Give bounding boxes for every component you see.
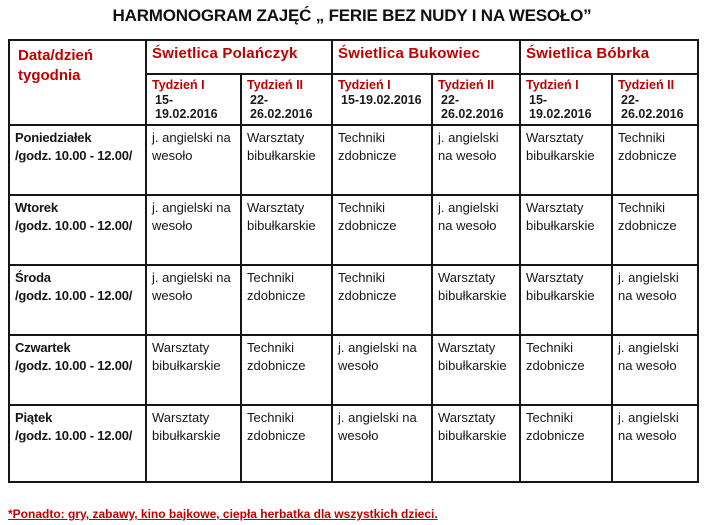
activity-cell: Techniki zdobnicze xyxy=(332,195,432,265)
activity-cell: j. angielski na wesoło xyxy=(146,265,241,335)
activity-cell: Warsztaty bibułkarskie xyxy=(432,335,520,405)
activity-cell: Techniki zdobnicze xyxy=(612,125,698,195)
activity-cell: Warsztaty bibułkarskie xyxy=(146,335,241,405)
table-row xyxy=(9,125,698,195)
day-time: /godz. 10.00 - 12.00/ xyxy=(15,288,133,304)
schedule-body xyxy=(9,125,698,482)
day-time: /godz. 10.00 - 12.00/ xyxy=(15,218,133,234)
corner-header-cell: Data/dzień tygodnia xyxy=(9,40,146,125)
activity-cell: j. angielski na wesoło xyxy=(432,195,520,265)
week-label: Tydzień I xyxy=(152,78,205,92)
activity-cell: Warsztaty bibułkarskie xyxy=(432,405,520,482)
footer-note: *Ponadto: gry, zabawy, kino bajkowe, ciepła herbatka dla wszystkich dzieci. xyxy=(8,507,438,521)
week-header-cell xyxy=(432,74,520,125)
table-row xyxy=(9,335,698,405)
day-name: Wtorek xyxy=(15,200,58,215)
activity-cell: Techniki zdobnicze xyxy=(241,405,332,482)
activity-cell: Techniki zdobnicze xyxy=(332,125,432,195)
activity-cell: j. angielski na wesoło xyxy=(146,125,241,195)
schedule-table xyxy=(8,39,699,483)
week-header-cell xyxy=(146,74,241,125)
activity-cell: j. angielski na wesoło xyxy=(612,405,698,482)
week-dates: 15-19.02.2016 xyxy=(341,93,422,107)
activity-cell: j. angielski na wesoło xyxy=(332,405,432,482)
activity-cell: Warsztaty bibułkarskie xyxy=(432,265,520,335)
activity-cell: j. angielski na wesoło xyxy=(612,265,698,335)
day-name: Piątek xyxy=(15,410,53,425)
day-time: /godz. 10.00 - 12.00/ xyxy=(15,428,133,444)
group-header-polanczyk: Świetlica Polańczyk xyxy=(146,40,332,74)
week-label: Tydzień II xyxy=(618,78,675,92)
activity-cell: j. angielski na wesoło xyxy=(432,125,520,195)
week-dates: 15-19.02.2016 xyxy=(155,93,218,121)
table-row xyxy=(9,195,698,265)
activity-cell: Warsztaty bibułkarskie xyxy=(241,125,332,195)
week-label: Tydzień II xyxy=(438,78,495,92)
day-header-cell xyxy=(9,195,146,265)
activity-cell: j. angielski na wesoło xyxy=(146,195,241,265)
group-header-bukowiec: Świetlica Bukowiec xyxy=(332,40,520,74)
activity-cell: Techniki zdobnicze xyxy=(332,265,432,335)
activity-cell: Warsztaty bibułkarskie xyxy=(520,125,612,195)
week-dates: 22-26.02.2016 xyxy=(441,93,504,121)
day-header-cell xyxy=(9,405,146,482)
day-time: /godz. 10.00 - 12.00/ xyxy=(15,358,133,374)
activity-cell: Techniki zdobnicze xyxy=(520,335,612,405)
week-dates: 22-26.02.2016 xyxy=(621,93,684,121)
week-header-cell xyxy=(520,74,612,125)
schedule-header xyxy=(9,40,698,125)
day-time: /godz. 10.00 - 12.00/ xyxy=(15,148,133,164)
activity-cell: Techniki zdobnicze xyxy=(520,405,612,482)
week-header-cell xyxy=(332,74,432,125)
day-name: Czwartek xyxy=(15,340,71,355)
activity-cell: Techniki zdobnicze xyxy=(612,195,698,265)
activity-cell: j. angielski na wesoło xyxy=(332,335,432,405)
week-label: Tydzień I xyxy=(338,78,391,92)
group-header-row xyxy=(9,40,698,74)
activity-cell: Techniki zdobnicze xyxy=(241,265,332,335)
page-title: HARMONOGRAM ZAJĘĆ „ FERIE BEZ NUDY I NA WESOŁO” xyxy=(112,6,592,25)
week-header-cell xyxy=(241,74,332,125)
day-header-cell xyxy=(9,335,146,405)
day-name: Poniedziałek xyxy=(15,130,92,145)
activity-cell: Warsztaty bibułkarskie xyxy=(146,405,241,482)
week-header-cell xyxy=(612,74,698,125)
day-header-cell xyxy=(9,125,146,195)
day-header-cell xyxy=(9,265,146,335)
activity-cell: Warsztaty bibułkarskie xyxy=(520,195,612,265)
day-name: Środa xyxy=(15,270,51,285)
week-label: Tydzień II xyxy=(247,78,304,92)
activity-cell: Warsztaty bibułkarskie xyxy=(520,265,612,335)
group-header-bobrka: Świetlica Bóbrka xyxy=(520,40,698,74)
activity-cell: j. angielski na wesoło xyxy=(612,335,698,405)
table-row xyxy=(9,405,698,482)
week-label: Tydzień I xyxy=(526,78,579,92)
week-dates: 15-19.02.2016 xyxy=(529,93,592,121)
activity-cell: Warsztaty bibułkarskie xyxy=(241,195,332,265)
table-row xyxy=(9,265,698,335)
week-dates: 22-26.02.2016 xyxy=(250,93,313,121)
activity-cell: Techniki zdobnicze xyxy=(241,335,332,405)
